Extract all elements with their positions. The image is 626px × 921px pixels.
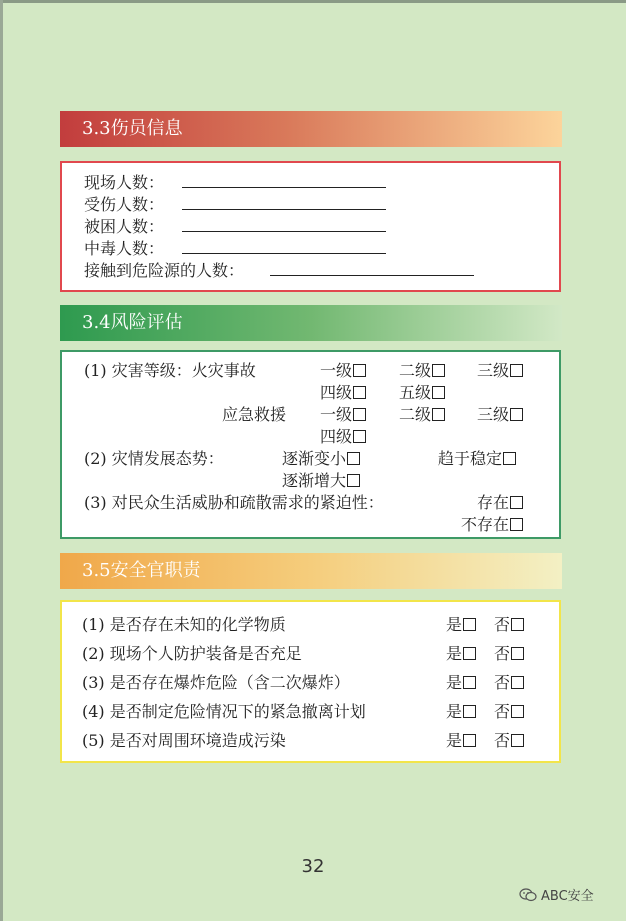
question-3: (3) 是否存在爆炸危险（含二次爆炸） xyxy=(82,673,350,692)
section-header-risk-assessment xyxy=(60,305,562,341)
blank-line-injured[interactable] xyxy=(182,209,386,210)
trend-label: (2) 灾情发展态势： xyxy=(84,449,224,468)
checkbox[interactable] xyxy=(432,364,445,377)
option-trend-increasing[interactable]: 逐渐增大 xyxy=(282,471,360,491)
checkbox[interactable] xyxy=(463,647,476,660)
checkbox[interactable] xyxy=(511,618,524,631)
checkbox[interactable] xyxy=(353,386,366,399)
checkbox[interactable] xyxy=(510,496,523,509)
watermark xyxy=(519,885,594,904)
option-rescue-level-2[interactable]: 二级 xyxy=(399,405,445,425)
blank-line-poisoned[interactable] xyxy=(182,253,386,254)
checkbox[interactable] xyxy=(463,705,476,718)
section-header-safety-officer xyxy=(60,553,562,589)
urgency-label: (3) 对民众生活威胁和疏散需求的紧迫性： xyxy=(84,493,384,512)
checkbox[interactable] xyxy=(511,647,524,660)
checkbox[interactable] xyxy=(510,364,523,377)
checkbox[interactable] xyxy=(347,474,360,487)
rescue-level-label: 应急救援 xyxy=(222,405,287,424)
checkbox[interactable] xyxy=(463,734,476,747)
option-fire-level-2[interactable]: 二级 xyxy=(399,361,445,381)
option-trend-decreasing[interactable]: 逐渐变小 xyxy=(282,449,360,469)
option-q2-no[interactable]: 否 xyxy=(494,644,524,664)
option-fire-level-4[interactable]: 四级 xyxy=(320,383,366,403)
watermark-text: ABC安全 xyxy=(541,889,594,904)
checkbox[interactable] xyxy=(347,452,360,465)
checkbox[interactable] xyxy=(511,676,524,689)
safety-officer-box xyxy=(60,600,561,763)
blank-line-trapped[interactable] xyxy=(182,231,386,232)
blank-line-onsite[interactable] xyxy=(182,187,386,188)
option-q3-yes[interactable]: 是 xyxy=(446,673,476,693)
page-top-edge xyxy=(0,0,626,3)
checkbox[interactable] xyxy=(353,364,366,377)
section-title: 3.3伤员信息 xyxy=(82,118,183,139)
option-fire-level-5[interactable]: 五级 xyxy=(399,383,445,403)
checkbox[interactable] xyxy=(511,705,524,718)
checkbox[interactable] xyxy=(432,386,445,399)
page-left-edge xyxy=(0,0,3,921)
disaster-level-label: (1) 灾害等级：火灾事故 xyxy=(84,361,256,380)
option-q2-yes[interactable]: 是 xyxy=(446,644,476,664)
field-label-injured: 受伤人数： xyxy=(84,195,165,214)
checkbox[interactable] xyxy=(463,676,476,689)
option-urgency-not-exists[interactable]: 不存在 xyxy=(461,515,523,535)
checkbox[interactable] xyxy=(353,408,366,421)
option-urgency-exists[interactable]: 存在 xyxy=(477,493,523,513)
question-5: (5) 是否对周围环境造成污染 xyxy=(82,731,286,750)
question-2: (2) 现场个人防护装备是否充足 xyxy=(82,644,302,663)
option-trend-stable[interactable]: 趋于稳定 xyxy=(438,449,516,469)
field-label-poisoned: 中毒人数： xyxy=(84,239,165,258)
section-title: 3.5安全官职责 xyxy=(82,560,201,581)
checkbox[interactable] xyxy=(511,734,524,747)
option-q5-no[interactable]: 否 xyxy=(494,731,524,751)
checkbox[interactable] xyxy=(432,408,445,421)
question-1: (1) 是否存在未知的化学物质 xyxy=(82,615,286,634)
option-fire-level-3[interactable]: 三级 xyxy=(477,361,523,381)
section-title: 3.4风险评估 xyxy=(82,312,183,333)
field-label-onsite: 现场人数： xyxy=(84,173,165,192)
option-q3-no[interactable]: 否 xyxy=(494,673,524,693)
page-number: 32 xyxy=(301,856,325,877)
option-q4-yes[interactable]: 是 xyxy=(446,702,476,722)
option-q1-no[interactable]: 否 xyxy=(494,615,524,635)
option-q5-yes[interactable]: 是 xyxy=(446,731,476,751)
section-header-injury-info xyxy=(60,111,562,147)
option-q4-no[interactable]: 否 xyxy=(494,702,524,722)
blank-line-exposed[interactable] xyxy=(270,275,474,276)
checkbox[interactable] xyxy=(503,452,516,465)
option-rescue-level-3[interactable]: 三级 xyxy=(477,405,523,425)
risk-assessment-box xyxy=(60,350,561,539)
injury-info-box xyxy=(60,161,561,292)
option-fire-level-1[interactable]: 一级 xyxy=(320,361,366,381)
field-label-trapped: 被困人数： xyxy=(84,217,165,236)
checkbox[interactable] xyxy=(510,408,523,421)
option-q1-yes[interactable]: 是 xyxy=(446,615,476,635)
checkbox[interactable] xyxy=(353,430,366,443)
checkbox[interactable] xyxy=(510,518,523,531)
checkbox[interactable] xyxy=(463,618,476,631)
option-rescue-level-4[interactable]: 四级 xyxy=(320,427,366,447)
question-4: (4) 是否制定危险情况下的紧急撤离计划 xyxy=(82,702,366,721)
wechat-icon xyxy=(519,888,537,902)
field-label-exposed: 接触到危险源的人数： xyxy=(84,261,245,280)
option-rescue-level-1[interactable]: 一级 xyxy=(320,405,366,425)
